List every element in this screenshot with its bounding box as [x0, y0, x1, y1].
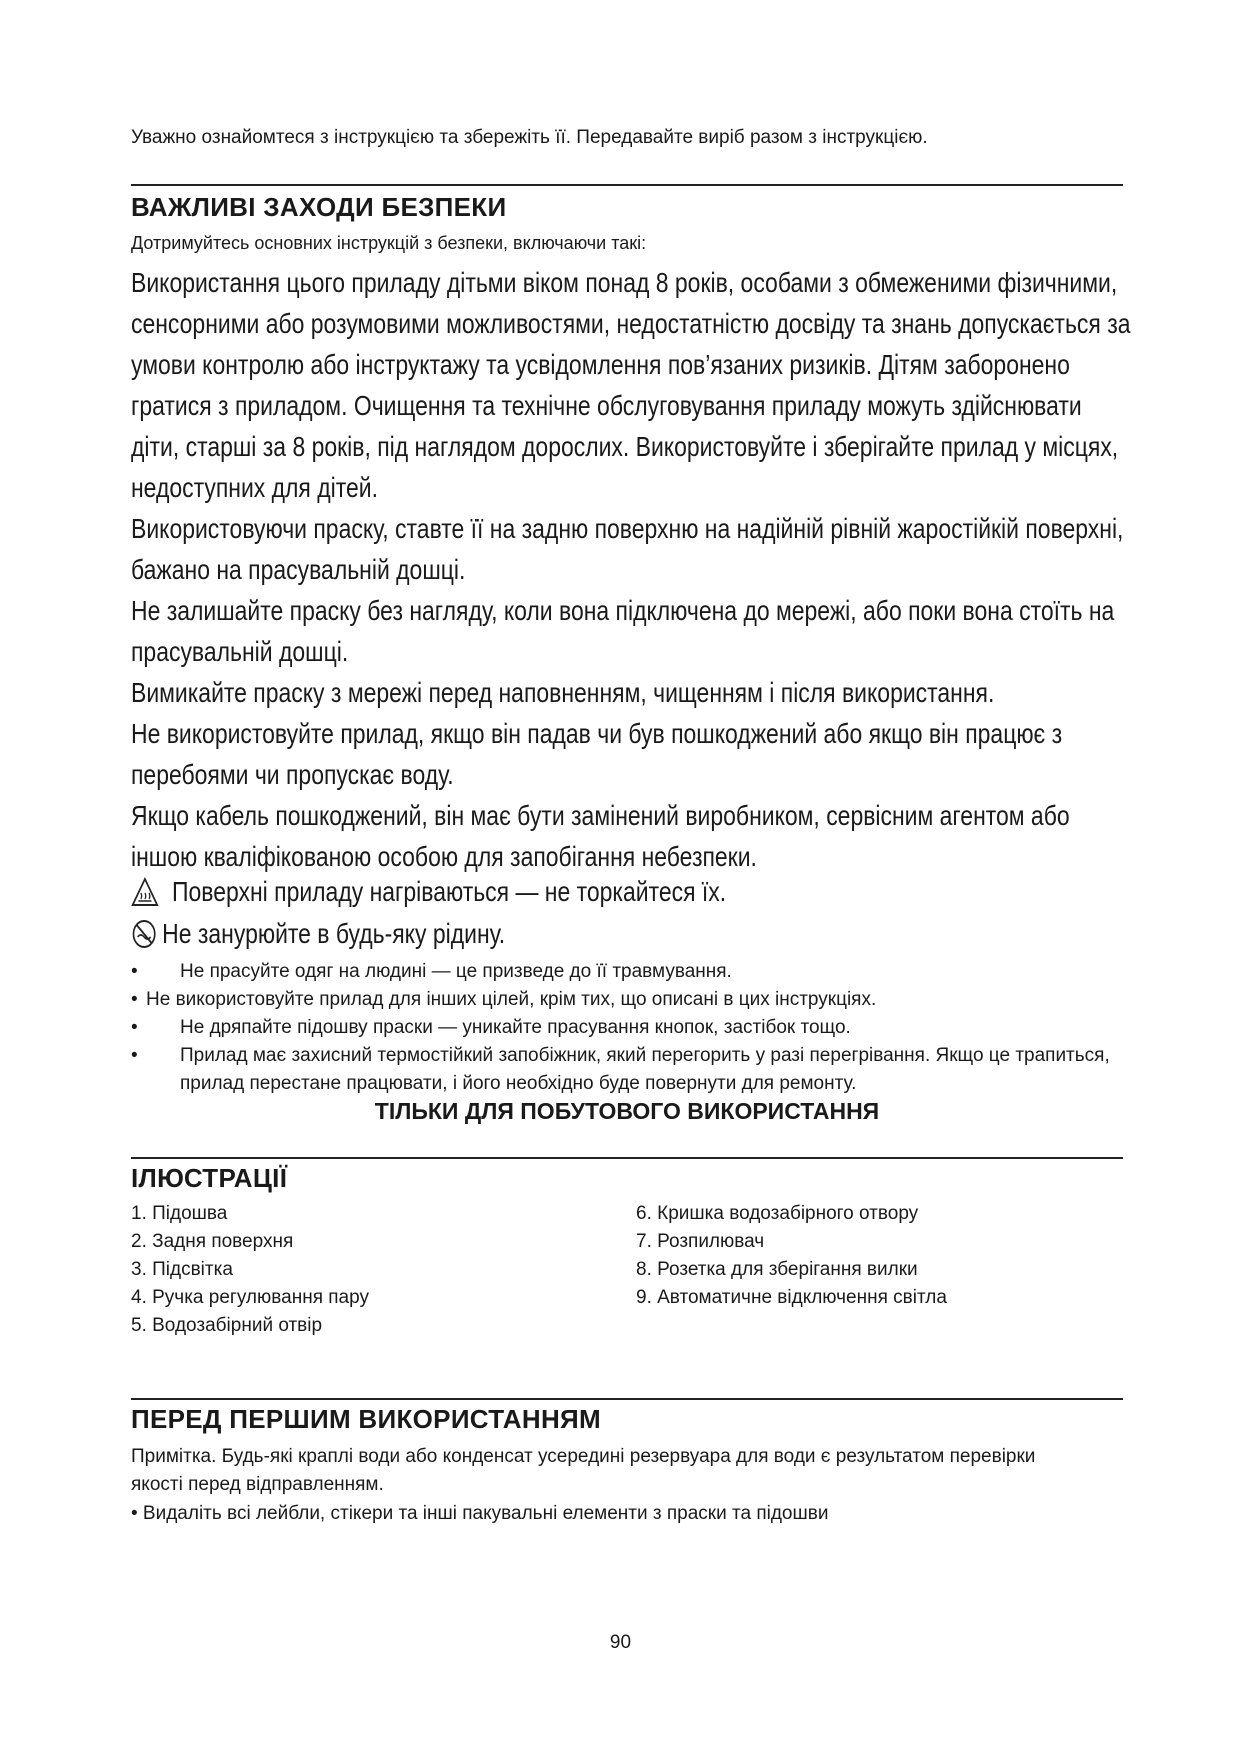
list-item: 4. Ручка регулювання пару: [131, 1287, 369, 1308]
before-use-bullet: • Видаліть всі лейбли, стікери та інші пакувальні елементи з праски та підошви: [131, 1503, 829, 1524]
parts-list-right: [636, 1200, 947, 1312]
parts-list-left: [131, 1200, 369, 1340]
list-item: 3. Підсвітка: [131, 1259, 233, 1280]
safety-heading: ВАЖЛИВІ ЗАХОДИ БЕЗПЕКИ: [131, 192, 507, 222]
list-item: 9. Автоматичне відключення світла: [636, 1287, 947, 1308]
list-item: 7. Розпилювач: [636, 1231, 765, 1252]
hot-surface-warning: [131, 876, 726, 908]
safety-paragraph: Не залишайте праску без нагляду, коли вона підключена до мережі, або поки вона стоїть на прасувальній дошці.: [131, 595, 1115, 667]
immerse-text: Не занурюйте в будь-яку рідину.: [162, 918, 506, 949]
hot-surface-text: Поверхні приладу нагріваються — не торкайтеся їх.: [172, 876, 727, 907]
section-divider: [131, 184, 1123, 186]
safety-paragraph: Не використовуйте прилад, якщо він падав чи був пошкоджений або якщо він працює з перебоями чи пропускає воду.: [131, 718, 1063, 790]
section-divider: [131, 1398, 1123, 1400]
list-item: 5. Водозабірний отвір: [131, 1315, 323, 1336]
illustrations-heading: ІЛЮСТРАЦІЇ: [131, 1163, 288, 1193]
before-use-note: Примітка. Будь-які краплі води або конденсат усередині резервуара для води є результатом перевірки якості перед відправленням.: [131, 1446, 1036, 1495]
section-divider: [131, 1157, 1123, 1159]
safety-paragraphs: [131, 262, 1131, 877]
list-item: 1. Підошва: [131, 1203, 228, 1224]
safety-subheading: Дотримуйтесь основних інструкцій з безпеки, включаючи такі:: [131, 233, 647, 253]
intro-text: Уважно ознайомтеся з інструкцією та збережіть її. Передавайте виріб разом з інструкцією.: [131, 127, 928, 148]
list-item: 8. Розетка для зберігання вилки: [636, 1259, 918, 1280]
before-use-heading: ПЕРЕД ПЕРШИМ ВИКОРИСТАННЯМ: [131, 1404, 601, 1434]
safety-paragraph: Використання цього приладу дітьми віком понад 8 років, особами з обмеженими фізичними, сенсорними або розумовими можливостями, недостатністю досвіду та знань допускається за умови контролю або інструктажу та усвідомлення пов’язаних ризиків. Дітям заборонено гратися з приладом. Очищення та технічне обслуговування приладу можуть здійснювати діти, старші за 8 років, під наглядом дорослих. Використовуйте і зберігайте прилад у місцях, недоступних для дітей.: [131, 267, 1131, 503]
hot-surface-icon: [131, 877, 159, 907]
safety-paragraph: Використовуючи праску, ставте її на задню поверхню на надійній рівній жаростійкій поверхні, бажано на прасувальній дошці.: [131, 513, 1124, 585]
safety-paragraph: Вимикайте праску з мережі перед наповненням, чищенням і після використання.: [131, 677, 995, 708]
household-only-notice: ТІЛЬКИ ДЛЯ ПОБУТОВОГО ВИКОРИСТАННЯ: [374, 1098, 880, 1124]
list-item: 2. Задня поверхня: [131, 1231, 294, 1252]
no-immerse-icon: [131, 918, 157, 950]
list-item: 6. Кришка водозабірного отвору: [636, 1203, 919, 1224]
safety-paragraph: Якщо кабель пошкоджений, він має бути замінений виробником, сервісним агентом або іншою кваліфікованою особою для запобігання небезпеки.: [131, 800, 1070, 872]
immerse-warning: [131, 918, 505, 950]
page-number: 90: [609, 1632, 632, 1653]
